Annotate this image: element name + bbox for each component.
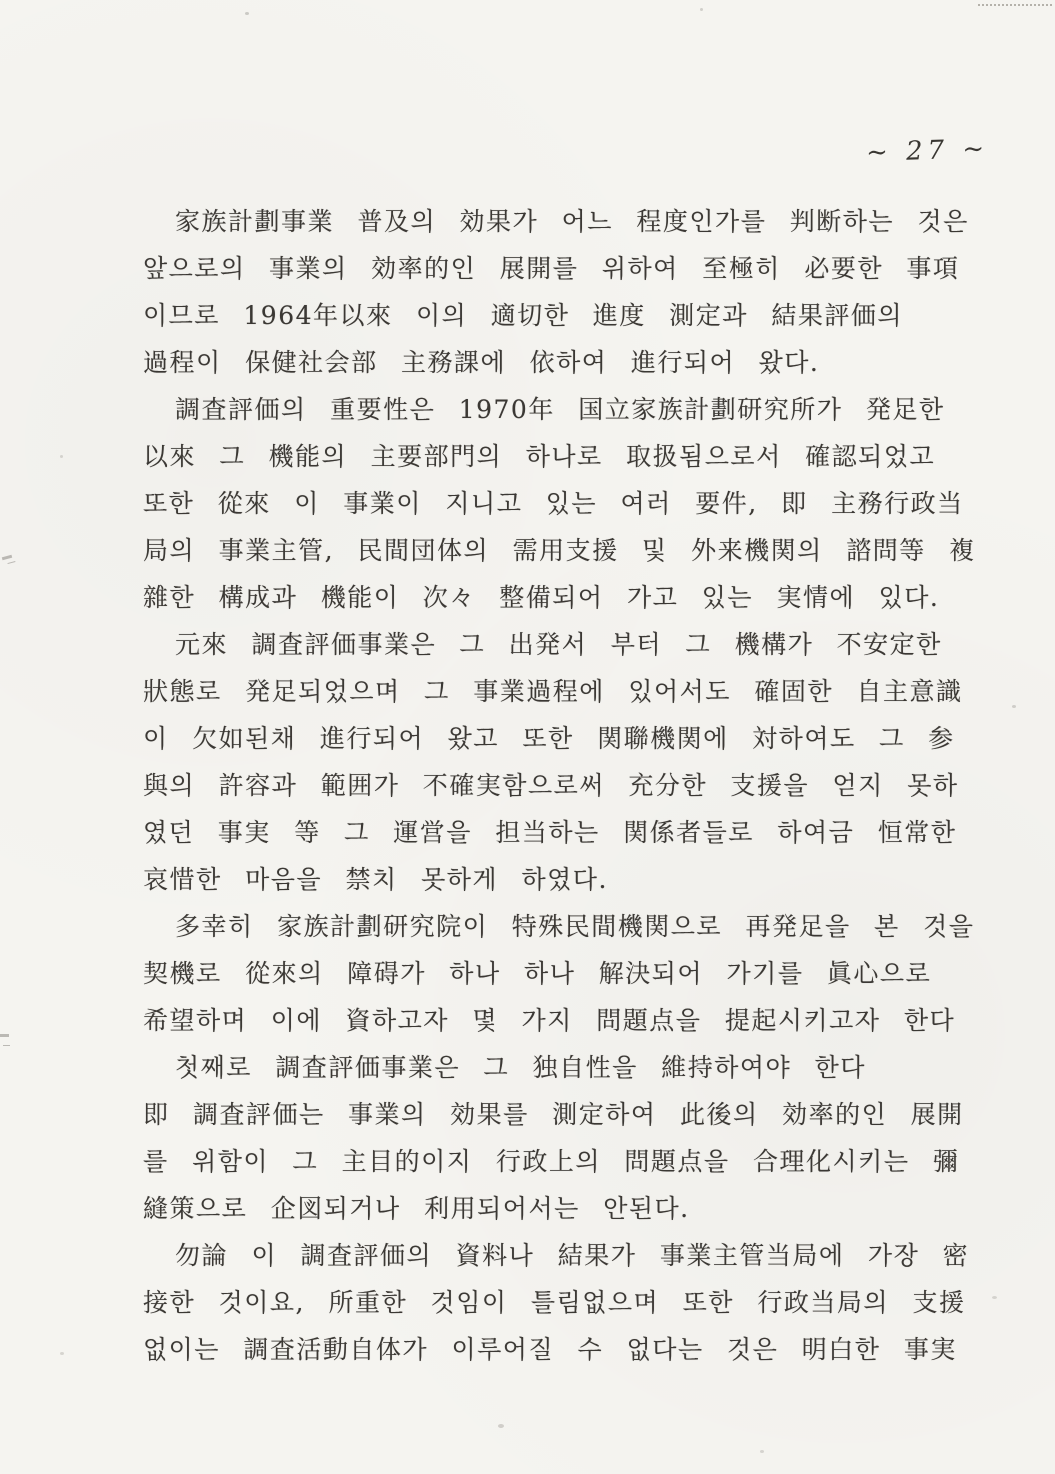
- text-line: 勿論 이 調査評価의 資料나 結果가 事業主管当局에 가장 密: [175, 1241, 970, 1270]
- text-line: 多幸히 家族計劃研究院이 特殊民間機関으로 再発足을 본 것을: [175, 912, 975, 941]
- text-line: 局의 事業主管, 民間団体의 需用支援 및 外来機関의 諮問等 複: [143, 536, 976, 565]
- scan-speck: [1012, 705, 1016, 708]
- text-line: 를 위함이 그 主目的이지 行政上의 問題点을 合理化시키는 彌: [143, 1147, 960, 1176]
- text-line: 契機로 從來의 障碍가 하나 하나 解決되어 가기를 眞心으로: [143, 959, 932, 988]
- text-line: 였던 事実 等 그 運営을 担当하는 関係者들로 하여금 恒常한: [143, 818, 957, 847]
- text-line: 이 欠如된채 進行되어 왔고 또한 関聯機関에 対하여도 그 参: [143, 724, 955, 753]
- text-line: 過程이 保健社会部 主務課에 依하여 進行되어 왔다.: [143, 348, 820, 377]
- scan-speck: [60, 1352, 64, 1355]
- text-line: 앞으로의 事業의 効率的인 展開를 위하여 至極히 必要한 事項: [143, 254, 960, 283]
- text-line: 即 調査評価는 事業의 効果를 測定하여 此後의 効率的인 展開: [143, 1100, 964, 1129]
- text-line: 哀惜한 마음을 禁치 못하게 하였다.: [143, 865, 608, 894]
- text-line: 與의 許容과 範囲가 不確実함으로써 充分한 支援을 얻지 못하: [143, 771, 959, 800]
- document-body: [143, 198, 976, 1373]
- text-line: 또한 從來 이 事業이 지니고 있는 여러 要件, 即 主務行政当: [143, 489, 964, 518]
- scan-speck: [60, 455, 63, 458]
- scan-speck: [245, 12, 249, 15]
- text-line: 縫策으로 企図되거나 利用되어서는 안된다.: [143, 1194, 690, 1223]
- text-line: 雜한 構成과 機能이 次々 整備되어 가고 있는 実情에 있다.: [143, 583, 940, 612]
- text-line: 첫째로 調査評価事業은 그 独自性을 維持하여야 한다: [175, 1053, 866, 1082]
- text-line: 없이는 調査活動自体가 이루어질 수 없다는 것은 明白한 事実: [143, 1335, 957, 1364]
- text-line: 調査評価의 重要性은 1970年 国立家族計劃研究所가 発足한: [175, 395, 945, 424]
- text-line: 이므로 1964年以來 이의 適切한 進度 測定과 結果評価의: [143, 301, 904, 330]
- text-line: 元來 調査評価事業은 그 出発서 부터 그 機構가 不安定한: [175, 630, 942, 659]
- scan-speck: [700, 8, 703, 11]
- text-line: 狀態로 発足되었으며 그 事業過程에 있어서도 確固한 自主意識: [143, 677, 963, 706]
- scan-artifact-corner-line: [978, 4, 1052, 6]
- scan-artifact-margin-mark: [0, 1034, 9, 1037]
- page-number: ~ 27 ~: [865, 133, 990, 169]
- text-line: 以來 그 機能의 主要部門의 하나로 取扱됨으로서 確認되었고: [143, 442, 936, 471]
- text-line: 接한 것이요, 所重한 것임이 틀림없으며 또한 行政当局의 支援: [143, 1288, 966, 1317]
- text-line: 家族計劃事業 普及의 効果가 어느 程度인가를 判断하는 것은: [175, 207, 969, 236]
- scan-speck: [760, 1450, 764, 1453]
- text-line: 希望하며 이에 資하고자 몇 가지 問題点을 提起시키고자 한다: [143, 1006, 956, 1035]
- scan-speck: [498, 1424, 504, 1428]
- scan-speck: [992, 1296, 997, 1299]
